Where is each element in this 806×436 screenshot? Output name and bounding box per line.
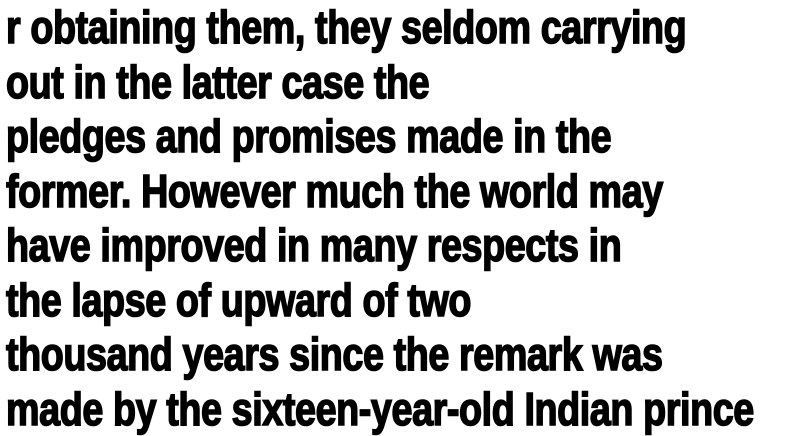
text-line-4: former. However much the world may xyxy=(6,164,662,219)
text-body xyxy=(6,0,806,436)
text-line-3: pledges and promises made in the xyxy=(6,109,662,164)
text-line-5: have improved in many respects in xyxy=(6,218,662,273)
text-line-2: out in the latter case the xyxy=(6,55,662,110)
text-line-7: thousand years since the remark was xyxy=(6,327,662,382)
text-line-1: r obtaining them, they seldom carrying xyxy=(6,0,662,55)
text-line-6: the lapse of upward of two xyxy=(6,273,662,328)
text-line-8: made by the sixteen-year-old Indian prince xyxy=(6,382,662,436)
